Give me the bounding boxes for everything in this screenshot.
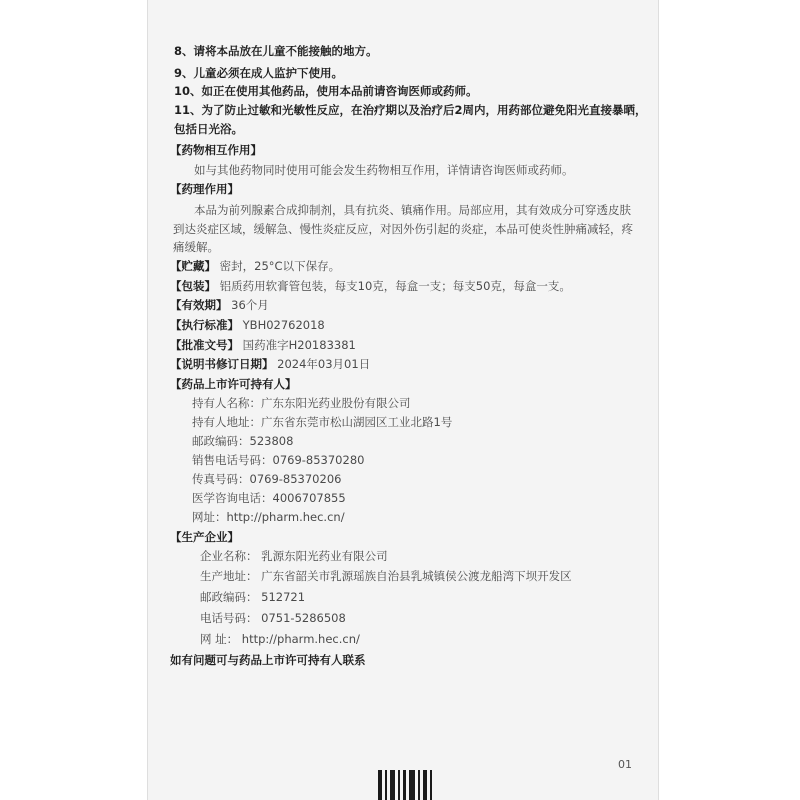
precaution-item-11-line2: 包括日光浴。 [174,122,243,136]
storage-row [170,259,340,273]
precaution-item-10: 10、如正在使用其他药品，使用本品前请咨询医师或药师。 [174,84,478,98]
manufacturer-heading: 【生产企业】 [170,530,239,544]
revision-heading: 【说明书修订日期】 [170,357,274,371]
precaution-item-11-line1: 11、为了防止过敏和光敏性反应，在治疗期以及治疗后2周内，用药部位避免阳光直接暴晒， [174,103,647,117]
expiry-row [170,298,269,312]
holder-heading: 【药品上市许可持有人】 [170,377,297,391]
holder-website: 网址：http://pharm.hec.cn/ [192,510,345,524]
standard-row [170,318,325,332]
pharmacology-line3: 痛缓解。 [173,240,219,254]
approval-heading: 【批准文号】 [170,338,239,352]
approval-text: 国药准字H20183381 [242,338,356,352]
interactions-text: 如与其他药物同时使用可能会发生药物相互作用，详情请咨询医师或药师。 [194,163,574,177]
holder-address: 持有人地址：广东省东莞市松山湖园区工业北路1号 [192,415,453,429]
manufacturer-postcode: 邮政编码： 512721 [200,590,306,604]
holder-fax: 传真号码：0769-85370206 [192,472,342,486]
package-text: 铝质药用软膏管包装，每支10克，每盒一支；每支50克，每盒一支。 [219,279,571,293]
approval-row [170,338,356,352]
holder-name: 持有人名称：广东东阳光药业股份有限公司 [192,396,411,410]
interactions-heading: 【药物相互作用】 [170,143,262,157]
footer-contact-note: 如有问题可与药品上市许可持有人联系 [170,653,366,667]
pharmacology-line2: 到达炎症区域，缓解急、慢性炎症反应，对因外伤引起的炎症，本品可使炎性肿痛减轻，疼 [173,222,633,236]
expiry-heading: 【有效期】 [170,298,228,312]
manufacturer-phone: 电话号码： 0751-5286508 [200,611,346,625]
precaution-item-9: 9、儿童必须在成人监护下使用。 [174,66,343,80]
standard-heading: 【执行标准】 [170,318,239,332]
package-row [170,279,571,293]
manufacturer-name: 企业名称： 乳源东阳光药业有限公司 [200,549,388,563]
holder-postcode: 邮政编码：523808 [192,434,294,448]
expiry-text: 36个月 [231,298,269,312]
page-number: 01 [618,758,632,771]
manufacturer-website: 网 址： http://pharm.hec.cn/ [200,632,360,646]
holder-sales-phone: 销售电话号码：0769-85370280 [192,453,365,467]
revision-row [170,357,370,371]
precaution-item-8: 8、请将本品放在儿童不能接触的地方。 [174,44,378,58]
manufacturer-address: 生产地址： 广东省韶关市乳源瑶族自治县乳城镇侯公渡龙船湾下坝开发区 [200,569,572,583]
revision-text: 2024年03月01日 [277,357,371,371]
standard-text: YBH02762018 [242,318,325,332]
package-heading: 【包装】 [170,279,216,293]
holder-consult-phone: 医学咨询电话：4006707855 [192,491,346,505]
pharmacology-heading: 【药理作用】 [170,182,239,196]
pharmacology-line1: 本品为前列腺素合成抑制剂，具有抗炎、镇痛作用。局部应用，其有效成分可穿透皮肤 [194,203,631,217]
storage-heading: 【贮藏】 [170,259,216,273]
storage-text: 密封，25°C以下保存。 [219,259,341,273]
